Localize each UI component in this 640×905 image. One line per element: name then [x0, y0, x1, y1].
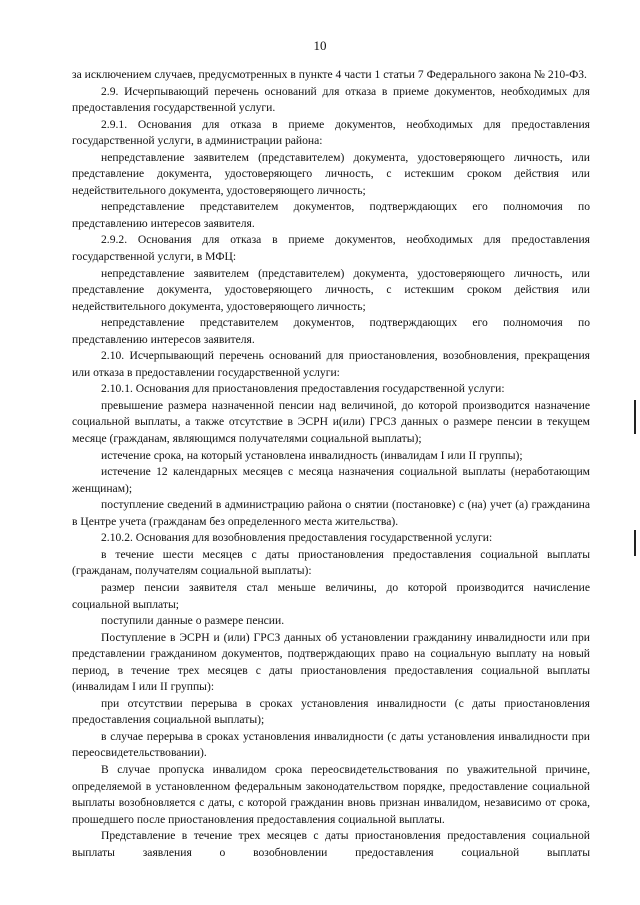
- paragraph: В случае пропуска инвалидом срока переосвидетельствования по уважительной причине, определяемой в установленном федеральным законодательством порядке, предоставление социальной выплаты возобновляется с даты, с которой гражданин вновь признан инвалидом, независимо от срока, прошедшего после приостановления предоставления социальной выплаты.: [72, 762, 590, 826]
- paragraph: Представление в течение трех месяцев с даты приостановления предоставления социальной выплаты заявления о возобновлении предоставления социальной выплаты: [72, 829, 590, 859]
- paragraph: 2.10.1. Основания для приостановления предоставления государственной услуги:: [101, 382, 505, 396]
- paragraph: 2.10. Исчерпывающий перечень оснований для приостановления, возобновления, прекращения или отказа в предоставлении государственной услуги:: [72, 349, 590, 379]
- paragraph: непредставление представителем документов, подтверждающих его полномочия по представлению интересов заявителя.: [72, 316, 590, 346]
- paragraph: поступили данные о размере пенсии.: [101, 614, 285, 628]
- paragraph: поступление сведений в администрацию района о снятии (постановке) с (на) учет (а) гражданина в Центре учета (гражданам без определенного места жительства).: [72, 498, 590, 528]
- paragraph: непредставление заявителем (представителем) документа, удостоверяющего личность, или представление документа, удостоверяющего личность, с истекшим сроком действия или недействительного документа, удостоверяющего личность;: [72, 266, 590, 313]
- paragraph: 2.9.2. Основания для отказа в приеме документов, необходимых для предоставления государственной услуги, в МФЦ:: [72, 233, 590, 264]
- paragraph: непредставление заявителем (представителем) документа, удостоверяющего личность, или представление документа, удостоверяющего личность, с истекшим сроком действия или недействительного документа, удостоверяющего личность;: [72, 150, 590, 197]
- paragraph: за исключением случаев, предусмотренных в пункте 4 части 1 статьи 7 Федерального закона № 210-ФЗ.: [72, 68, 587, 81]
- scan-artifact: [634, 530, 636, 556]
- paragraph: непредставление представителем документов, подтверждающих его полномочия по представлению интересов заявителя.: [72, 200, 590, 230]
- paragraph: Поступление в ЭСРН и (или) ГРСЗ данных об установлении гражданину инвалидности или при представлении гражданином документов, подтверждающих право на социальную выплату на новый период, в течение трех месяцев с даты приостановления предоставления социальной выплаты (инвалидам I или II группы):: [72, 630, 590, 694]
- paragraph: 2.10.2. Основания для возобновления предоставления государственной услуги:: [101, 531, 493, 545]
- paragraph: превышение размера назначенной пенсии над величиной, до которой производится назначение социальной выплаты, а также отсутствие в ЭСРН и(или) ГРСЗ данных о размере пенсии в текущем месяце (гражданам, являющимся получателями социальной выплаты);: [72, 398, 590, 446]
- paragraph: в течение шести месяцев с даты приостановления предоставления социальной выплаты (гражданам, получателям социальной выплаты):: [72, 547, 590, 578]
- paragraph: 2.9. Исчерпывающий перечень оснований для отказа в приеме документов, необходимых для предоставления государственной услуги.: [72, 84, 590, 115]
- paragraph: размер пенсии заявителя стал меньше величины, до которой производится начисление социальной выплаты;: [72, 580, 590, 611]
- scan-artifact: [634, 400, 636, 434]
- paragraph: 2.9.1. Основания для отказа в приеме документов, необходимых для предоставления государственной услуги, в администрации района:: [72, 117, 590, 148]
- paragraph: при отсутствии перерыва в сроках установления инвалидности (с даты приостановления предоставления социальной выплаты);: [72, 696, 590, 727]
- document-body: [72, 67, 590, 861]
- paragraph: истечение 12 календарных месяцев с месяца назначения социальной выплаты (неработающим женщинам);: [72, 465, 590, 495]
- paragraph: в случае перерыва в сроках установления инвалидности (с даты установления инвалидности при переосвидетельствовании).: [72, 729, 590, 760]
- paragraph: истечение срока, на который установлена инвалидность (инвалидам I или II группы);: [101, 448, 523, 462]
- page-number: 10: [313, 38, 327, 53]
